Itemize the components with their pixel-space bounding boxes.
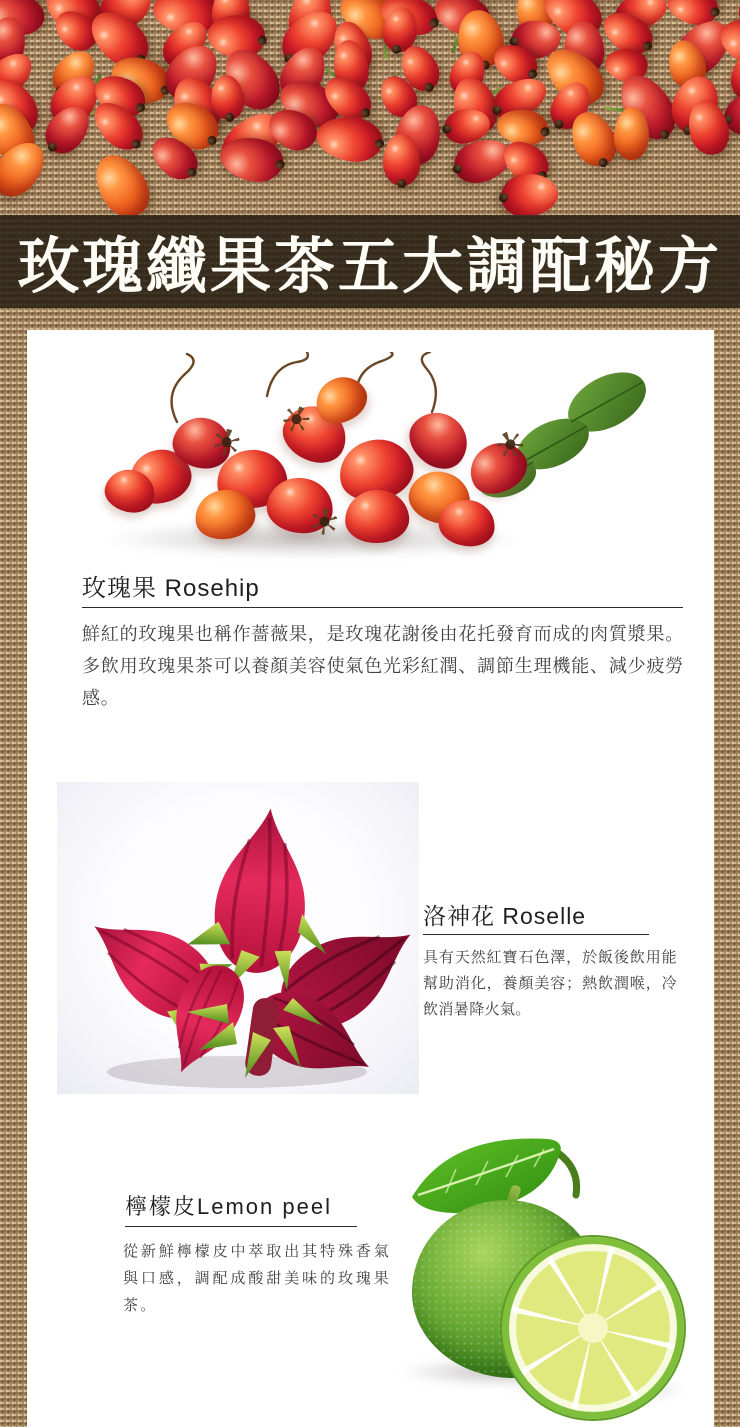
roselle-section-title: 洛神花 Roselle [423,903,587,929]
lime-slice [502,1237,684,1419]
page-title: 玫瑰纖果茶五大調配秘方 [17,234,722,301]
rosehip-title-underline [82,607,683,608]
roselle-description: 具有天然紅寶石色澤，於飯後飲用能幫助消化，養顏美容；熱飲潤喉，冷飲消暑降火氣。 [423,949,677,1018]
roselle-title-underline [423,934,649,935]
rosehip-berry [85,146,158,215]
rosehip-description: 鮮紅的玫瑰果也稱作薔薇果，是玫瑰花謝後由花托發育而成的肉質漿果。多飲用玫瑰果茶可以養顏美容使氣色光彩紅潤、調節生理機能、減少疲勞感。 [82,624,684,708]
roselle-illustration [57,782,419,1094]
content-card [27,330,714,1427]
rosehip-pile-photo [87,352,657,567]
lemon-title-underline [125,1226,357,1227]
rosehip-section-title: 玫瑰果 Rosehip [82,575,260,602]
lemon-description: 從新鮮檸檬皮中萃取出其特殊香氣與口感，調配成酸甜美味的玫瑰果茶。 [123,1243,391,1314]
roselle-calyces-photo [57,782,419,1094]
title-banner [0,215,740,308]
rosehip-berry [500,171,561,215]
lime-photo [390,1105,708,1405]
lemon-section-title: 檸檬皮Lemon peel [125,1194,332,1219]
hero-rosehips-photo [0,0,740,215]
